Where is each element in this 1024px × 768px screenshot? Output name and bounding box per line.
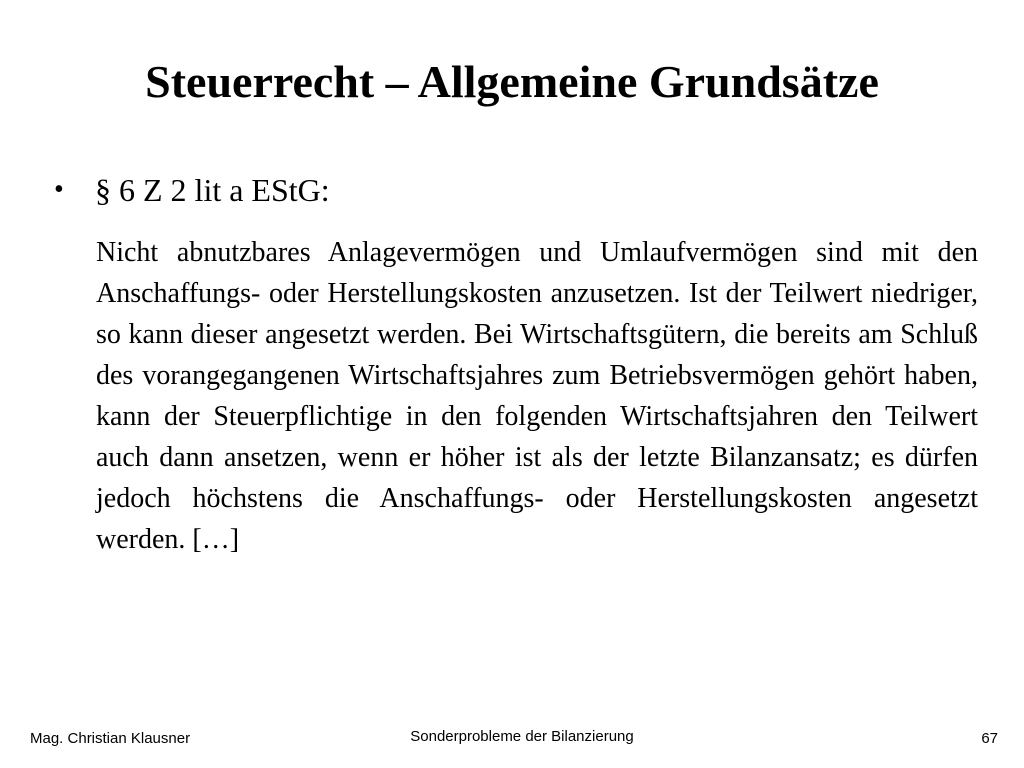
bullet-label: § 6 Z 2 lit a EStG:	[95, 172, 330, 208]
law-text-paragraph: Nicht abnutzbares Anlagevermögen und Umlaufvermögen sind mit den Anschaffungs- oder Herstellungskosten anzusetzen. Ist der Teilwert niedriger, so kann dieser angesetzt werden. Bei Wirtschaftsgütern, die bereits am Schluß des vorangegangenen Wirtschaftsjahres zum Betriebsvermögen gehört haben, kann der Steuerpflichtige in den folgenden Wirtschaftsjahren den Teilwert auch dann ansetzen, wenn er höher ist als der letzte Bilanzansatz; es dürfen jedoch höchstens die Anschaffungs- oder Herstellungskosten angesetzt werden. […]	[96, 237, 978, 555]
page-number: 67	[981, 730, 998, 747]
footer-author: Mag. Christian Klausner	[30, 730, 191, 747]
slide-title: Steuerrecht – Allgemeine Grundsätze	[145, 56, 879, 107]
footer-topic: Sonderprobleme der Bilanzierung	[410, 728, 634, 745]
bullet-item	[50, 165, 950, 215]
bullet-marker: •	[54, 174, 64, 205]
